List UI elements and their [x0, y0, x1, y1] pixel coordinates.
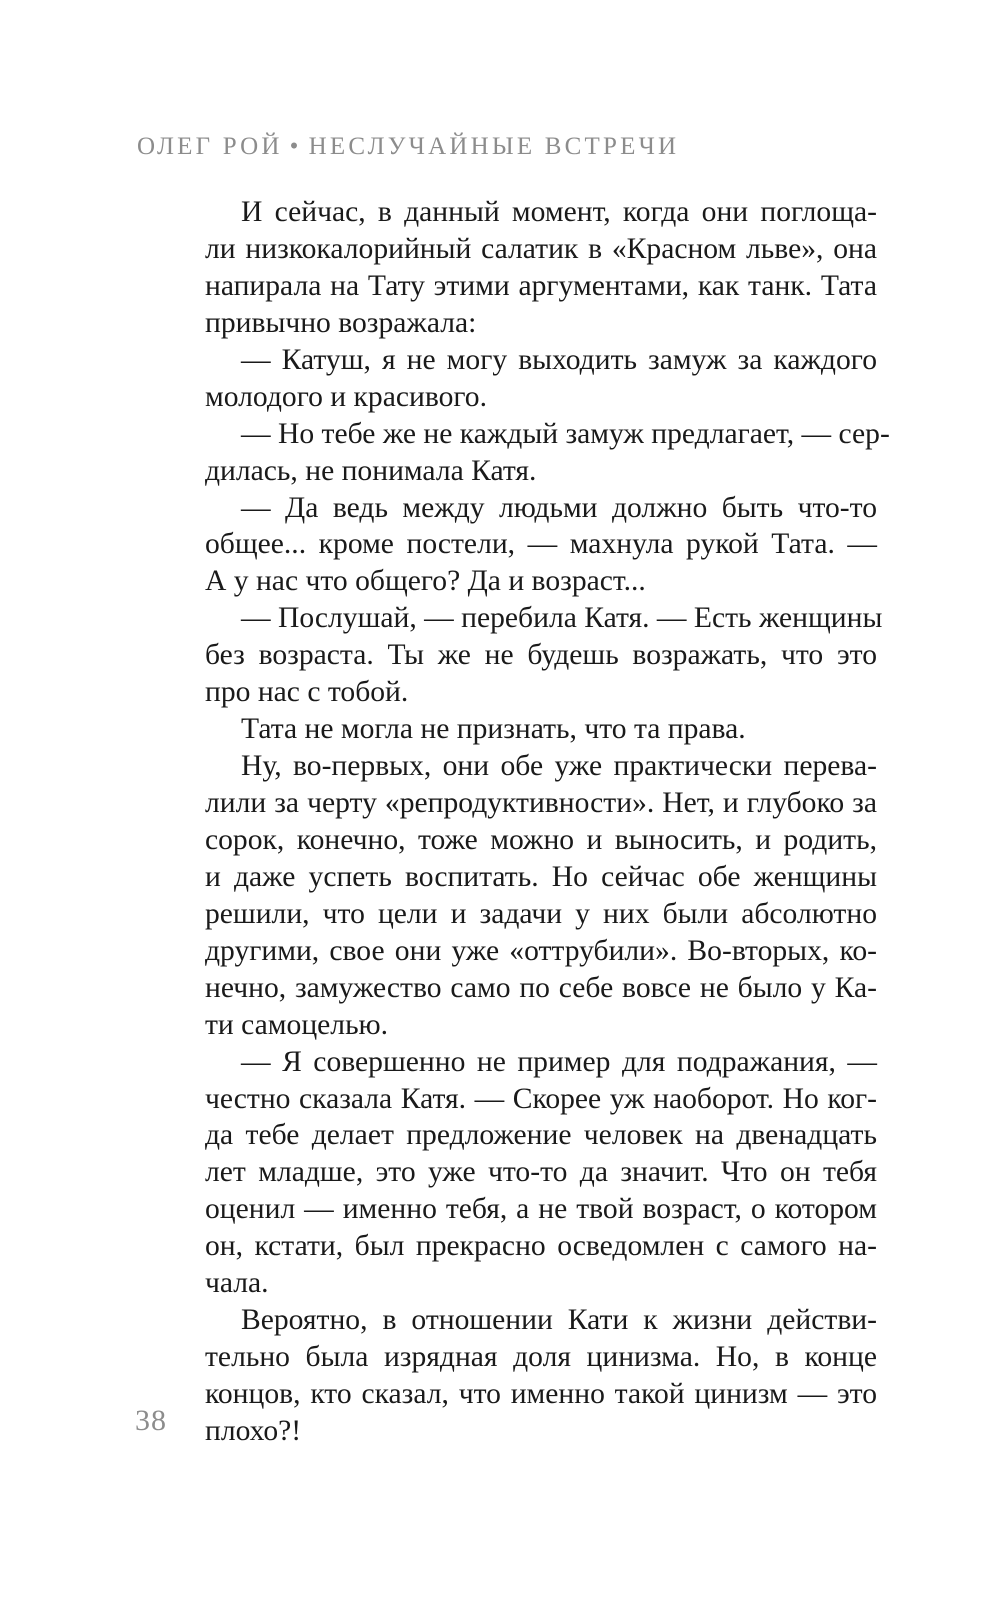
text-line: он, кстати, был прекрасно осведомлен с самого на-	[205, 1230, 877, 1263]
text-line: чала.	[205, 1267, 269, 1300]
running-head	[137, 133, 679, 161]
text-line: Тата не могла не признать, что та права.	[241, 713, 746, 746]
text-line: напирала на Тату этими аргументами, как танк. Тата	[205, 269, 877, 302]
text-line: и даже успеть воспитать. Но сейчас обе женщины	[205, 860, 877, 893]
text-line: плохо?!	[205, 1414, 302, 1447]
running-head-title: НЕСЛУЧАЙНЫЕ ВСТРЕЧИ	[308, 133, 680, 160]
text-line: ти самоцелью.	[205, 1008, 389, 1041]
page-number: 38	[135, 1404, 167, 1437]
body-text	[205, 194, 890, 1450]
text-line: И сейчас, в данный момент, когда они поглоща-	[241, 196, 877, 228]
text-line: привычно возражала:	[205, 306, 477, 339]
text-line: Ну, во-первых, они обе уже практически перева-	[241, 750, 877, 783]
text-line: ли низкокалорийный салатик в «Красном льве», она	[205, 232, 877, 265]
text-line: — Я совершенно не пример для подражания, —	[241, 1045, 877, 1078]
text-line: сорок, конечно, тоже можно и выносить, и родить,	[205, 823, 877, 856]
text-line: честно сказала Катя. — Скорее уж наоборот. Но ког-	[205, 1082, 877, 1115]
text-line: — Катуш, я не могу выходить замуж за каждого	[241, 343, 877, 376]
text-line: решили, что цели и задачи у них были абсолютно	[205, 897, 877, 930]
text-line: про нас с тобой.	[205, 676, 409, 709]
text-line: другими, свое они уже «оттрубили». Во-вторых, ко-	[205, 934, 877, 967]
text-line: лет младше, это уже что-то да значит. Что он тебя	[205, 1156, 877, 1189]
text-line: — Послушай, — перебила Катя. — Есть женщины	[241, 602, 883, 635]
text-line: — Но тебе же не каждый замуж предлагает, — сер-	[241, 417, 890, 450]
text-line: Вероятно, в отношении Кати к жизни действи-	[241, 1304, 877, 1337]
running-head-separator: •	[289, 133, 302, 160]
text-line: — Да ведь между людьми должно быть что-то	[241, 491, 877, 524]
text-line: оценил — именно тебя, а не твой возраст, о котором	[205, 1193, 877, 1226]
text-line: тельно была изрядная доля цинизма. Но, в конце	[205, 1341, 877, 1374]
text-line: лили за черту «репродуктивности». Нет, и глубоко за	[205, 787, 877, 819]
text-line: молодого и красивого.	[205, 380, 487, 413]
text-line: концов, кто сказал, что именно такой цинизм — это	[205, 1378, 877, 1410]
text-line: дилась, не понимала Катя.	[205, 454, 537, 487]
text-line: да тебе делает предложение человек на двенадцать	[205, 1119, 877, 1152]
running-head-author: ОЛЕГ РОЙ	[137, 133, 283, 160]
text-line: общее... кроме постели, — махнула рукой Тата. —	[205, 528, 877, 561]
text-line: А у нас что общего? Да и возраст...	[205, 565, 646, 598]
text-line: без возраста. Ты же не будешь возражать, что это	[205, 639, 877, 672]
text-line: нечно, замужество само по себе вовсе не было у Ка-	[205, 971, 877, 1004]
